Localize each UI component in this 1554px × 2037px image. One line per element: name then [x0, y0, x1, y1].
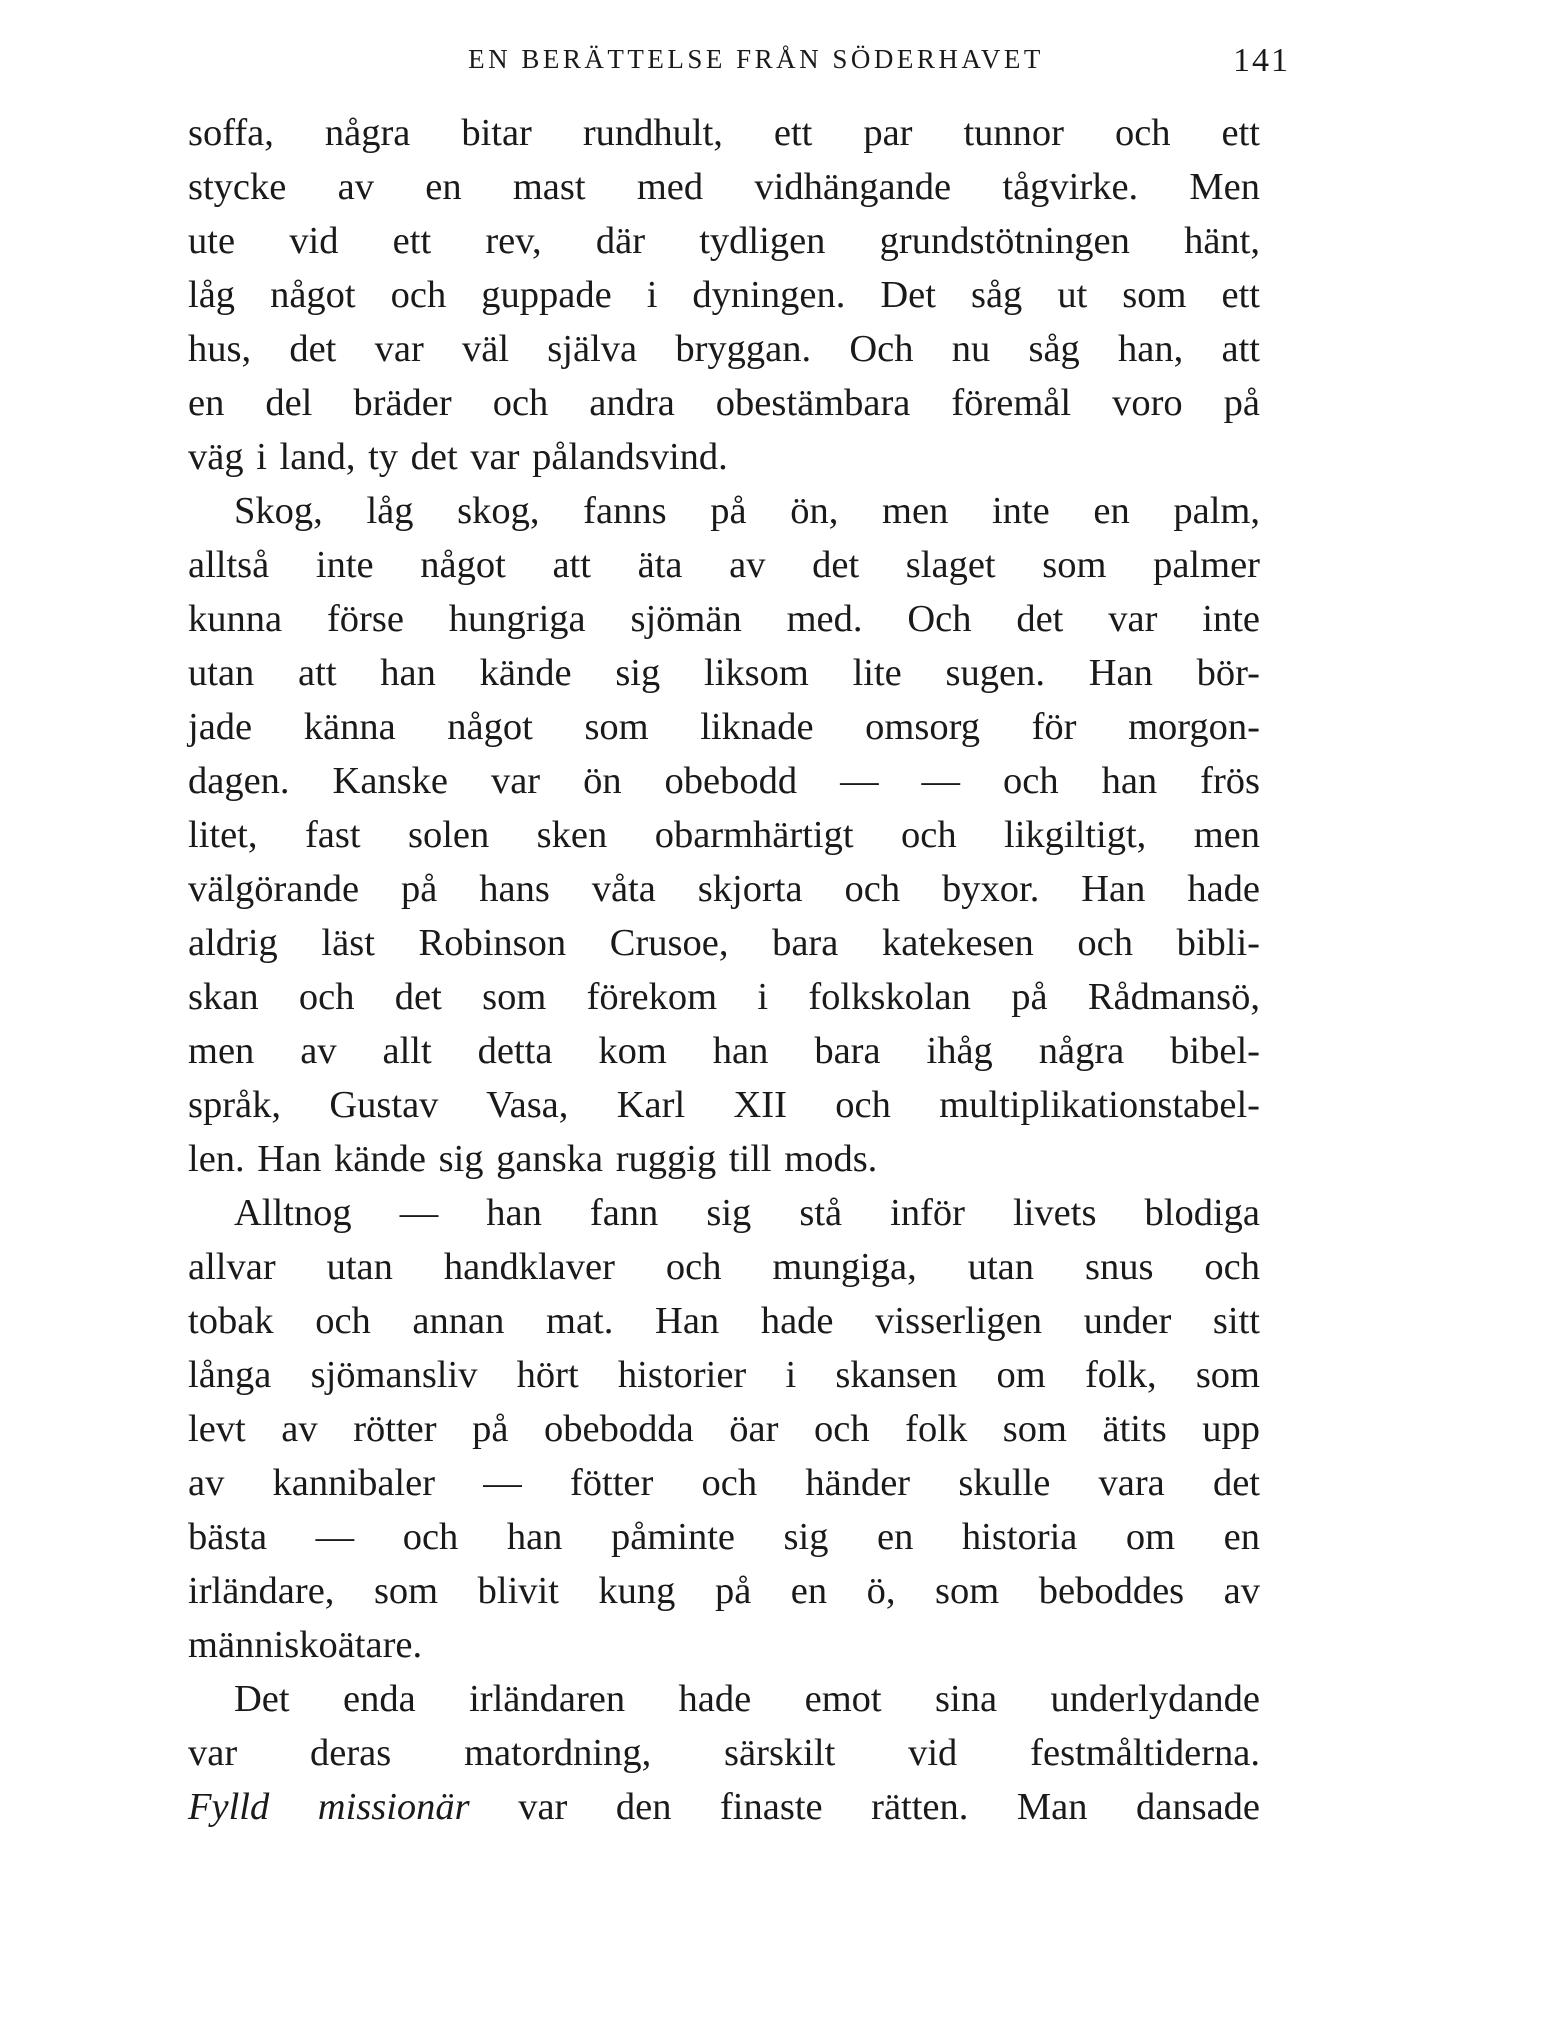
- text-line: soffa, några bitar rundhult, ett par tunnor och ett: [188, 112, 1260, 154]
- text-line: len. Han kände sig ganska ruggig till mods.: [188, 1138, 878, 1180]
- text-line: aldrig läst Robinson Crusoe, bara katekesen och bibli-: [188, 922, 1260, 964]
- text-line: låg något och guppade i dyningen. Det såg ut som ett: [188, 274, 1260, 316]
- text-line: tobak och annan mat. Han hade visserligen under sitt: [188, 1300, 1260, 1342]
- line-continuation: var den finaste rätten. Man dansade: [469, 1786, 1260, 1828]
- page-number: 141: [1233, 42, 1290, 79]
- body-text: [188, 106, 1260, 1834]
- text-line: Det enda irländaren hade emot sina underlydande: [234, 1678, 1260, 1720]
- text-line: litet, fast solen sken obarmhärtigt och likgiltigt, men: [188, 814, 1260, 856]
- text-line: var deras matordning, särskilt vid festmåltiderna.: [188, 1732, 1260, 1774]
- text-line: irländare, som blivit kung på en ö, som beboddes av: [188, 1570, 1260, 1612]
- text-line: utan att han kände sig liksom lite sugen. Han bör-: [188, 652, 1260, 694]
- text-line: [188, 1780, 1260, 1834]
- text-line: väg i land, ty det var pålandsvind.: [188, 436, 728, 478]
- italic-phrase: Fylld missionär: [188, 1786, 470, 1828]
- paragraph: [188, 1186, 1260, 1672]
- text-line: Skog, låg skog, fanns på ön, men inte en palm,: [234, 490, 1260, 532]
- text-line: skan och det som förekom i folkskolan på Rådmansö,: [188, 976, 1260, 1018]
- text-line: bästa — och han påminte sig en historia om en: [188, 1516, 1260, 1558]
- text-line: språk, Gustav Vasa, Karl XII och multiplikationstabel-: [188, 1084, 1260, 1126]
- text-line: människoätare.: [188, 1624, 423, 1666]
- text-line: ute vid ett rev, där tydligen grundstötningen hänt,: [188, 220, 1260, 262]
- text-line: allvar utan handklaver och mungiga, utan snus och: [188, 1246, 1260, 1288]
- text-line: välgörande på hans våta skjorta och byxor. Han hade: [188, 868, 1260, 910]
- text-line: stycke av en mast med vidhängande tågvirke. Men: [188, 166, 1260, 208]
- running-title: EN BERÄTTELSE FRÅN SÖDERHAVET: [468, 44, 1044, 74]
- text-line: jade känna något som liknade omsorg för morgon-: [188, 706, 1260, 748]
- text-line: av kannibaler — fötter och händer skulle vara det: [188, 1462, 1260, 1504]
- text-line: men av allt detta kom han bara ihåg några bibel-: [188, 1030, 1260, 1072]
- paragraph: [188, 484, 1260, 1186]
- paragraph: [188, 1672, 1260, 1834]
- text-line: levt av rötter på obebodda öar och folk som ätits upp: [188, 1408, 1260, 1450]
- text-line: en del bräder och andra obestämbara föremål voro på: [188, 382, 1260, 424]
- text-line: alltså inte något att äta av det slaget som palmer: [188, 544, 1260, 586]
- text-line: långa sjömansliv hört historier i skansen om folk, som: [188, 1354, 1260, 1396]
- text-line: hus, det var väl själva bryggan. Och nu såg han, att: [188, 328, 1260, 370]
- text-line: dagen. Kanske var ön obebodd — — och han frös: [188, 760, 1260, 802]
- text-line: kunna förse hungriga sjömän med. Och det var inte: [188, 598, 1260, 640]
- paragraph: [188, 106, 1260, 484]
- running-head: [188, 42, 1290, 84]
- text-line: Alltnog — han fann sig stå inför livets blodiga: [234, 1192, 1260, 1234]
